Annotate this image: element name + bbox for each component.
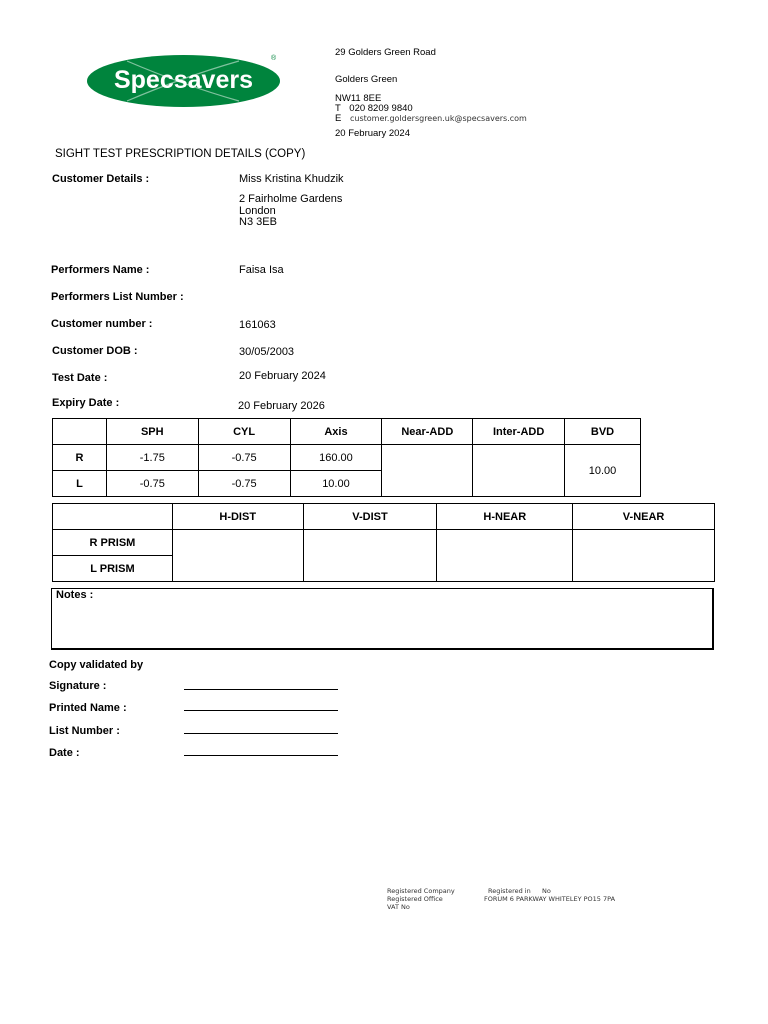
prism-h-dist-cell [172, 530, 303, 582]
prism-row-label-left: L PRISM [53, 556, 173, 582]
customer-details-label: Customer Details : [52, 173, 150, 185]
prism-header-v-dist: V-DIST [303, 504, 437, 530]
list-number-line [184, 733, 338, 734]
prism-h-near-cell [437, 530, 573, 582]
footer-registered-office: Registered Office [387, 895, 443, 903]
prescription-table [52, 418, 641, 497]
header-date: 20 February 2024 [335, 128, 410, 139]
list-number-label: List Number : [49, 725, 120, 737]
rx-row-label-right: R [53, 445, 107, 471]
customer-address1: 2 Fairholme Gardens [239, 193, 343, 205]
rx-inter-add-cell [473, 445, 565, 497]
rx-right-sph: -1.75 [106, 445, 198, 471]
rx-header-bvd: BVD [565, 419, 641, 445]
customer-number-label: Customer number : [51, 318, 153, 330]
store-postcode: NW11 8EE [335, 93, 382, 104]
performer-label: Performers Name : [51, 264, 150, 276]
rx-header-cyl: CYL [198, 419, 290, 445]
customer-address3: N3 3EB [239, 216, 277, 228]
expiry-date-label: Expiry Date : [52, 397, 120, 409]
date-line [184, 755, 338, 756]
prism-header-h-near: H-NEAR [437, 504, 573, 530]
rx-right-axis: 160.00 [290, 445, 382, 471]
performer-list-label: Performers List Number : [51, 291, 184, 303]
page-title: SIGHT TEST PRESCRIPTION DETAILS (COPY) [55, 148, 306, 160]
rx-header-inter-add: Inter-ADD [473, 419, 565, 445]
store-email: customer.goldersgreen.uk@specsavers.com [349, 114, 527, 123]
store-address-line1: 29 Golders Green Road [335, 47, 436, 58]
validation-heading: Copy validated by [49, 659, 144, 671]
printed-name-line [184, 710, 338, 711]
notes-box [51, 588, 714, 650]
registered-mark: ® [271, 55, 277, 62]
printed-name-label: Printed Name : [49, 702, 127, 714]
prism-table [52, 503, 715, 582]
performer-name: Faisa Isa [239, 264, 284, 276]
expiry-date: 20 February 2026 [238, 400, 325, 412]
notes-label: Notes : [56, 589, 94, 601]
phone-prefix: T [335, 103, 341, 114]
signature-line [184, 689, 338, 690]
footer-vat: VAT No [387, 903, 410, 911]
prism-header-v-near: V-NEAR [573, 504, 715, 530]
rx-near-add-cell [382, 445, 473, 497]
prism-v-near-cell [573, 530, 715, 582]
prism-header-h-dist: H-DIST [172, 504, 303, 530]
customer-number: 161063 [239, 319, 276, 331]
rx-header-near-add: Near-ADD [382, 419, 473, 445]
customer-address2: London [239, 205, 276, 217]
signature-label: Signature : [49, 680, 107, 692]
test-date-label: Test Date : [52, 372, 108, 384]
rx-corner-cell [53, 419, 107, 445]
footer-registered-no: No [542, 887, 551, 895]
test-date: 20 February 2024 [239, 370, 326, 382]
rx-bvd-value: 10.00 [565, 445, 641, 497]
rx-header-axis: Axis [290, 419, 382, 445]
rx-right-cyl: -0.75 [198, 445, 290, 471]
footer-registered-in: Registered in [488, 887, 531, 895]
prism-v-dist-cell [303, 530, 437, 582]
rx-left-cyl: -0.75 [198, 471, 290, 497]
customer-dob-label: Customer DOB : [52, 345, 138, 357]
prism-row-label-right: R PRISM [53, 530, 173, 556]
store-email-row [335, 113, 527, 125]
store-address-line2: Golders Green [335, 74, 398, 85]
footer-office-address: FORUM 6 PARKWAY WHITELEY PO15 7PA [484, 895, 616, 903]
rx-left-sph: -0.75 [106, 471, 198, 497]
footer-registered-company: Registered Company [387, 887, 455, 895]
store-phone: 020 8209 9840 [349, 103, 413, 114]
rx-header-sph: SPH [106, 419, 198, 445]
prism-corner-cell [53, 504, 173, 530]
rx-left-axis: 10.00 [290, 471, 382, 497]
logo-text: Specsavers [113, 66, 254, 94]
customer-name: Miss Kristina Khudzik [239, 173, 344, 185]
date-label: Date : [49, 747, 80, 759]
email-prefix: E [335, 113, 342, 124]
specsavers-logo [87, 55, 280, 107]
rx-row-label-left: L [53, 471, 107, 497]
customer-dob: 30/05/2003 [239, 346, 295, 358]
